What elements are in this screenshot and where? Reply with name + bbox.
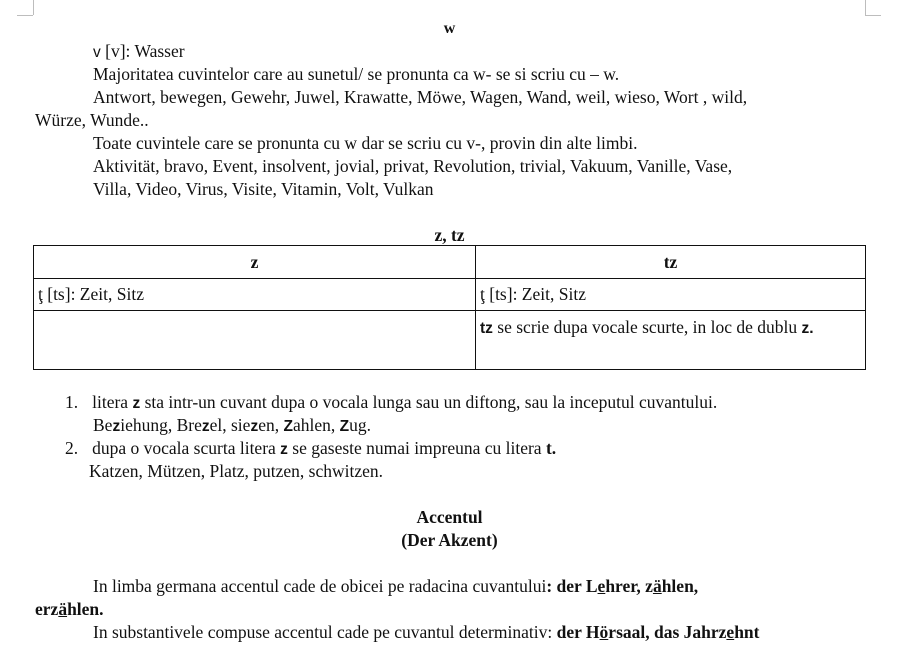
- ex1-bold: z: [112, 418, 121, 435]
- accent-p2-stressed: e: [726, 622, 735, 642]
- ex1-part: el, sie: [209, 415, 251, 435]
- ex1-bold: Z: [339, 418, 350, 435]
- pron-rest: [v]: Wasser: [100, 41, 185, 61]
- table-cell-z-pron: ţ [ts]: Zeit, Sitz: [34, 279, 476, 311]
- item2-text-a: dupa o vocala scurta litera: [92, 438, 281, 458]
- accent-paragraph-1: [93, 575, 698, 598]
- accent-p1-stressed: e: [597, 576, 606, 596]
- list-number-2: 2.: [65, 438, 79, 458]
- ex1-part: ug.: [349, 415, 371, 435]
- item2-letter-t: t.: [545, 438, 557, 458]
- accent-paragraph-1-line2: [35, 598, 104, 621]
- accent-p1-stressed: ä: [58, 599, 68, 619]
- accent-heading: Accentul: [416, 507, 483, 527]
- accent-subheading: (Der Akzent): [401, 530, 498, 550]
- tz-bold: tz: [480, 320, 493, 337]
- list-number-1: 1.: [65, 392, 79, 412]
- accent-p2-text: In substantivele compuse accentul cade pe cuvantul determinativ:: [93, 622, 557, 642]
- item2-text-c: se gaseste numai impreuna cu litera: [287, 438, 546, 458]
- ex1-bold: z: [250, 418, 259, 435]
- accent-paragraph-2: [93, 621, 760, 644]
- accent-p2-bold: der H: [556, 622, 600, 642]
- item1-letter-z: z: [132, 395, 141, 412]
- crop-mark-right: [865, 0, 866, 15]
- ex1-part: iehung, Bre: [120, 415, 202, 435]
- accent-p1-bold: hlen,: [661, 576, 699, 596]
- z-tz-table: [33, 245, 866, 370]
- table-row: [34, 311, 866, 370]
- ex1-part: ahlen,: [292, 415, 340, 435]
- crop-mark-left-h: [17, 15, 33, 16]
- pronunciation-line: [93, 40, 185, 64]
- table-row: [34, 279, 866, 311]
- section-heading-w: w: [443, 20, 456, 37]
- list-item-1: [65, 391, 717, 415]
- w-paragraph-4-line2: Villa, Video, Virus, Visite, Vitamin, Volt, Vulkan: [93, 179, 434, 199]
- crop-mark-left: [33, 0, 34, 15]
- item2-letter-z: z: [280, 441, 288, 458]
- section-heading-z-tz: z, tz: [434, 225, 465, 245]
- accent-p2-stressed: ö: [599, 622, 609, 642]
- ex1-bold: Z: [283, 418, 293, 435]
- example-line-1: [93, 414, 371, 438]
- table-cell-tz-pron: ţ [ts]: Zeit, Sitz: [476, 279, 866, 311]
- w-paragraph-2-line2: Würze, Wunde..: [35, 110, 149, 130]
- ex1-part: en,: [258, 415, 284, 435]
- accent-p1-bold: : der L: [546, 576, 598, 596]
- tz-rule-end: z.: [801, 320, 814, 337]
- w-paragraph-4-line1: Aktivität, bravo, Event, insolvent, jovial, privat, Revolution, trivial, Vakuum, Vanille, Vase,: [93, 156, 733, 176]
- table-header-z: z: [34, 246, 476, 279]
- accent-p1-bold: erz: [35, 599, 59, 619]
- accent-p1-bold: hrer, z: [605, 576, 653, 596]
- w-paragraph-2-line1: Antwort, bewegen, Gewehr, Juwel, Krawatte, Möwe, Wagen, Wand, weil, wieso, Wort , wild,: [93, 87, 748, 107]
- table-cell-tz-rule: [476, 311, 866, 370]
- w-paragraph-1: Majoritatea cuvintelor care au sunetul/ se pronunta ca w- se si scriu cu – w.: [93, 64, 620, 84]
- list-item-2: [65, 437, 556, 461]
- table-cell-empty: [34, 311, 476, 370]
- item1-text-a: litera: [92, 392, 133, 412]
- pron-prefix: v: [93, 44, 101, 61]
- accent-p1-text: In limba germana accentul cade de obicei pe radacina cuvantului: [93, 576, 547, 596]
- accent-p1-stressed: ä: [652, 576, 662, 596]
- example-line-2: Katzen, Mützen, Platz, putzen, schwitzen.: [89, 461, 383, 481]
- ex1-bold: z: [201, 418, 210, 435]
- item1-text-c: sta intr-un cuvant dupa o vocala lunga sau un diftong, sau la inceputul cuvantului.: [140, 392, 718, 412]
- accent-p2-bold: hnt: [734, 622, 760, 642]
- tz-rule-text: se scrie dupa vocale scurte, in loc de dublu: [492, 317, 802, 337]
- table-header-tz: tz: [476, 246, 866, 279]
- w-paragraph-3: Toate cuvintele care se pronunta cu w dar se scriu cu v-, provin din alte limbi.: [93, 133, 638, 153]
- table-header-row: [34, 246, 866, 279]
- ex1-part: Be: [93, 415, 113, 435]
- accent-p1-bold: hlen.: [67, 599, 104, 619]
- crop-mark-right-h: [865, 15, 881, 16]
- accent-p2-bold: rsaal, das Jahrz: [608, 622, 727, 642]
